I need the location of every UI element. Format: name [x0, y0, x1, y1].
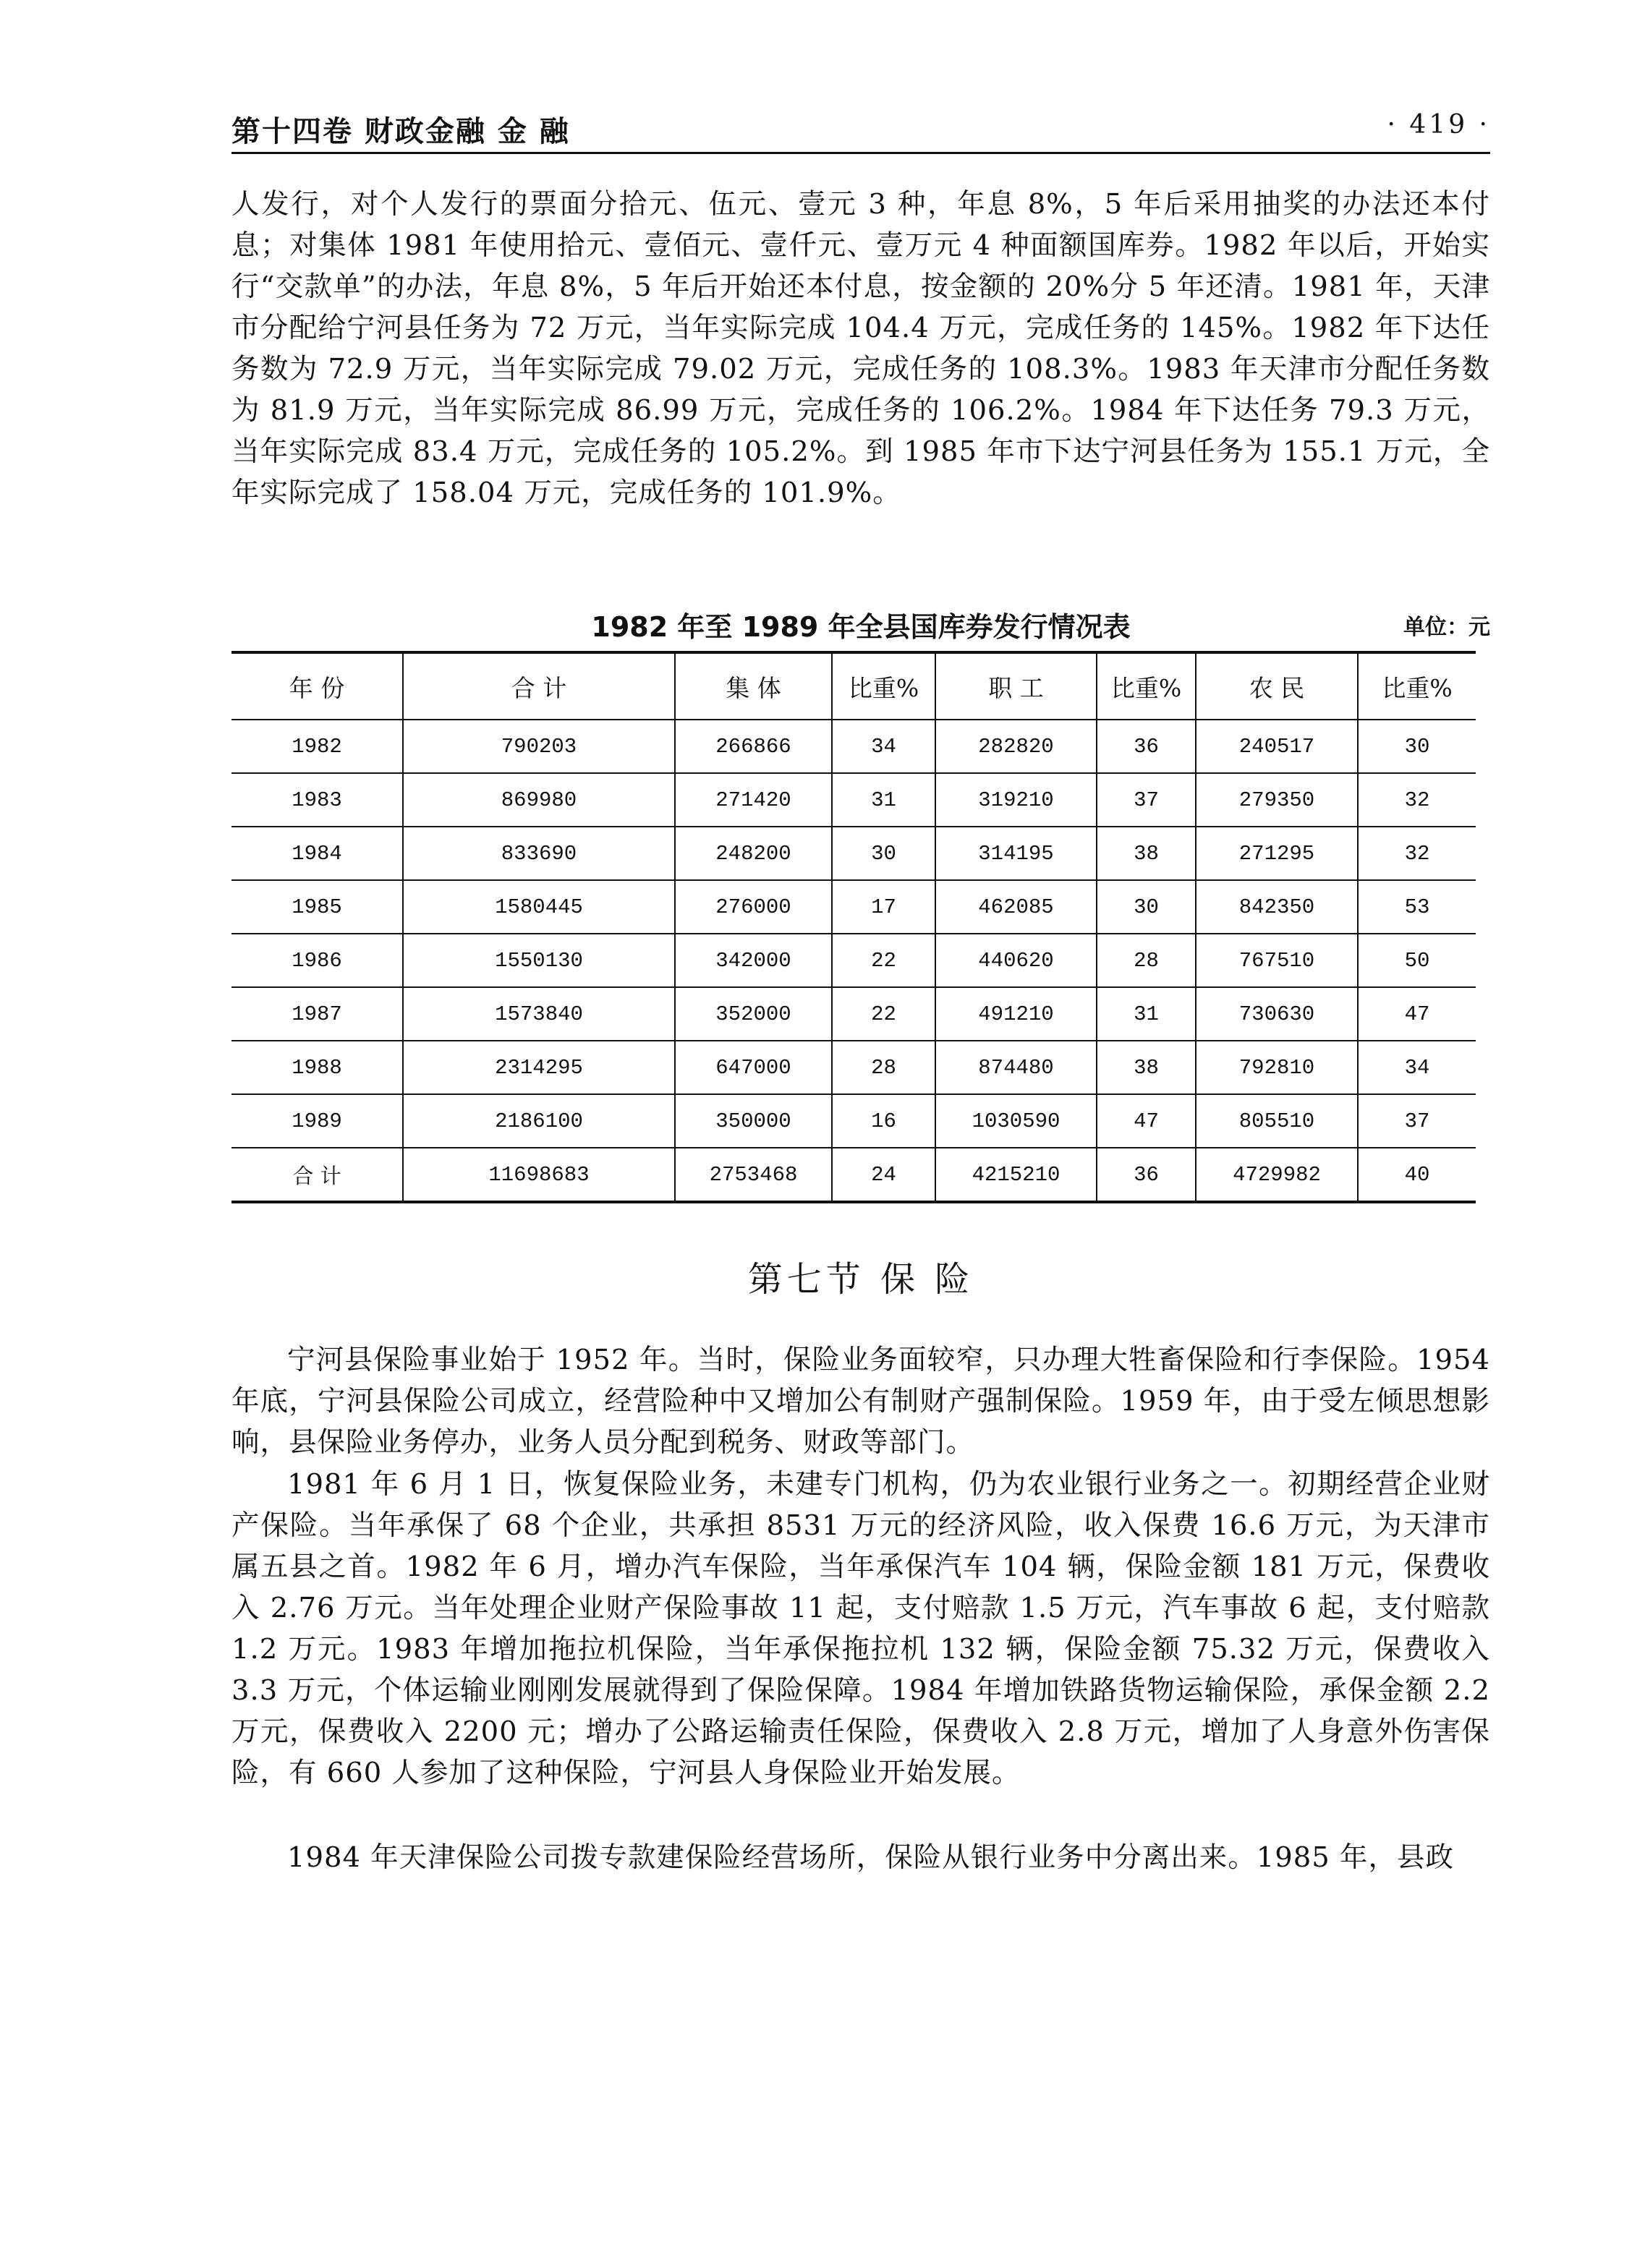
cell: 38 [1097, 827, 1196, 880]
table-row [231, 1094, 1476, 1148]
cell: 647000 [675, 1041, 832, 1094]
cell: 282820 [935, 720, 1097, 773]
cell: 2186100 [403, 1094, 675, 1148]
paragraph-insurance-separation: 1984 年天津保险公司拨专款建保险经营场所，保险从银行业务中分离出来。1985 年，县政 [287, 1841, 1454, 1874]
cell: 279350 [1196, 773, 1358, 827]
cell: 30 [1358, 720, 1476, 773]
cell: 24 [832, 1148, 935, 1202]
cell: 440620 [935, 934, 1097, 987]
cell: 34 [832, 720, 935, 773]
table-row [231, 880, 1476, 934]
col-header-workers-share: 比重% [1097, 652, 1196, 720]
cell: 1984 [231, 827, 403, 880]
header-rule [231, 152, 1490, 154]
cell: 53 [1358, 880, 1476, 934]
cell: 1982 [231, 720, 403, 773]
col-header-total: 合 计 [403, 652, 675, 720]
cell: 1573840 [403, 987, 675, 1041]
cell: 4729982 [1196, 1148, 1358, 1202]
cell: 47 [1097, 1094, 1196, 1148]
table-header-row [231, 652, 1476, 720]
cell: 36 [1097, 720, 1196, 773]
cell: 28 [832, 1041, 935, 1094]
cell: 342000 [675, 934, 832, 987]
cell: 16 [832, 1094, 935, 1148]
cell: 47 [1358, 987, 1476, 1041]
cell: 240517 [1196, 720, 1358, 773]
cell: 22 [832, 934, 935, 987]
cell: 352000 [675, 987, 832, 1041]
cell: 37 [1358, 1094, 1476, 1148]
cell: 350000 [675, 1094, 832, 1148]
cell: 37 [1097, 773, 1196, 827]
cell: 276000 [675, 880, 832, 934]
col-header-collective: 集 体 [675, 652, 832, 720]
cell: 1580445 [403, 880, 675, 934]
cell: 805510 [1196, 1094, 1358, 1148]
col-header-collective-share: 比重% [832, 652, 935, 720]
table-caption [231, 605, 1490, 648]
col-header-workers: 职 工 [935, 652, 1097, 720]
table-row [231, 827, 1476, 880]
cell: 1030590 [935, 1094, 1097, 1148]
col-header-year: 年 份 [231, 652, 403, 720]
cell: 28 [1097, 934, 1196, 987]
cell: 874480 [935, 1041, 1097, 1094]
running-header [231, 108, 1490, 152]
paragraph-bond-issuance: 人发行，对个人发行的票面分拾元、伍元、壹元 3 种，年息 8%，5 年后采用抽奖的办法还本付息；对集体 1981 年使用拾元、壹佰元、壹仟元、壹万元 4 种面额国库券。1982 年以后，开始实行“交款单”的办法，年息 8%，5 年后开始还本付息，按金额的 20%分 5 年还清。1981 年，天津市分配给宁河县任务为 72 万元，当年实际完成 104.4 万元，完成任务的 145%。1982 年下达任务数为 72.9 万元，当年实际完成 79.02 万元，完成任务的 108.3%。1983 年天津市分配任务数为 81.9 万元，当年实际完成 86.99 万元，完成任务的 106.2%。1984 年下达任务 79.3 万元，当年实际完成 83.4 万元，完成任务的 105.2%。到 1985 年市下达宁河县任务为 155.1 万元，全年实际完成了 158.04 万元，完成任务的 101.9%。 [231, 188, 1490, 509]
header-volume-title: 第十四卷 财政金融 金 融 [231, 115, 570, 148]
cell: 30 [832, 827, 935, 880]
cell: 1989 [231, 1094, 403, 1148]
cell: 36 [1097, 1148, 1196, 1202]
cell: 22 [832, 987, 935, 1041]
cell: 32 [1358, 827, 1476, 880]
table-row [231, 1041, 1476, 1094]
table-row [231, 934, 1476, 987]
table-row [231, 987, 1476, 1041]
table-row [231, 720, 1476, 773]
cell: 271295 [1196, 827, 1358, 880]
table-unit: 单位：元 [1403, 615, 1490, 640]
col-header-farmers: 农 民 [1196, 652, 1358, 720]
cell: 842350 [1196, 880, 1358, 934]
cell: 1988 [231, 1041, 403, 1094]
bond-issuance-table [231, 651, 1476, 1203]
cell: 17 [832, 880, 935, 934]
cell: 合 计 [231, 1148, 403, 1202]
cell: 730630 [1196, 987, 1358, 1041]
cell: 2314295 [403, 1041, 675, 1094]
cell: 50 [1358, 934, 1476, 987]
cell: 767510 [1196, 934, 1358, 987]
cell: 491210 [935, 987, 1097, 1041]
cell: 266866 [675, 720, 832, 773]
cell: 790203 [403, 720, 675, 773]
cell: 319210 [935, 773, 1097, 827]
cell: 314195 [935, 827, 1097, 880]
cell: 31 [832, 773, 935, 827]
cell: 248200 [675, 827, 832, 880]
cell: 1985 [231, 880, 403, 934]
paragraph-insurance-resumption: 1981 年 6 月 1 日，恢复保险业务，未建专门机构，仍为农业银行业务之一。初期经营企业财产保险。当年承保了 68 个企业，共承担 8531 万元的经济风险，收入保费 16.6 万元，为天津市属五县之首。1982 年 6 月，增办汽车保险，当年承保汽车 104 辆，保险金额 181 万元，保费收入 2.76 万元。当年处理企业财产保险事故 11 起，支付赔款 1.5 万元，汽车事故 6 起，支付赔款 1.2 万元。1983 年增加拖拉机保险，当年承保拖拉机 132 辆，保险金额 75.32 万元，保费收入 3.3 万元，个体运输业刚刚发展就得到了保险保障。1984 年增加铁路货物运输保险，承保金额 2.2 万元，保费收入 2200 元；增办了公路运输责任保险，保费收入 2.8 万元，增加了人身意外伤害保险，有 660 人参加了这种保险，宁河县人身保险业开始发展。 [231, 1468, 1490, 1789]
page-number: · 419 · [1387, 110, 1490, 140]
paragraph-insurance-history: 宁河县保险事业始于 1952 年。当时，保险业务面较窄，只办理大牲畜保险和行李保险。1954 年底，宁河县保险公司成立，经营险种中又增加公有制财产强制保险。1959 年，由于受左倾思想影响，县保险业务停办，业务人员分配到税务、财政等部门。 [231, 1344, 1490, 1459]
cell: 1987 [231, 987, 403, 1041]
table-title: 1982 年至 1989 年全县国库券发行情况表 [591, 611, 1131, 643]
table-row [231, 773, 1476, 827]
cell: 1550130 [403, 934, 675, 987]
cell: 34 [1358, 1041, 1476, 1094]
cell: 11698683 [403, 1148, 675, 1202]
cell: 38 [1097, 1041, 1196, 1094]
cell: 2753468 [675, 1148, 832, 1202]
cell: 833690 [403, 827, 675, 880]
cell: 1986 [231, 934, 403, 987]
cell: 271420 [675, 773, 832, 827]
cell: 869980 [403, 773, 675, 827]
cell: 1983 [231, 773, 403, 827]
table-total-row [231, 1148, 1476, 1202]
cell: 30 [1097, 880, 1196, 934]
cell: 40 [1358, 1148, 1476, 1202]
cell: 462085 [935, 880, 1097, 934]
section-heading: 第七节 保 险 [747, 1259, 974, 1300]
cell: 4215210 [935, 1148, 1097, 1202]
cell: 31 [1097, 987, 1196, 1041]
col-header-farmers-share: 比重% [1358, 652, 1476, 720]
cell: 792810 [1196, 1041, 1358, 1094]
cell: 32 [1358, 773, 1476, 827]
